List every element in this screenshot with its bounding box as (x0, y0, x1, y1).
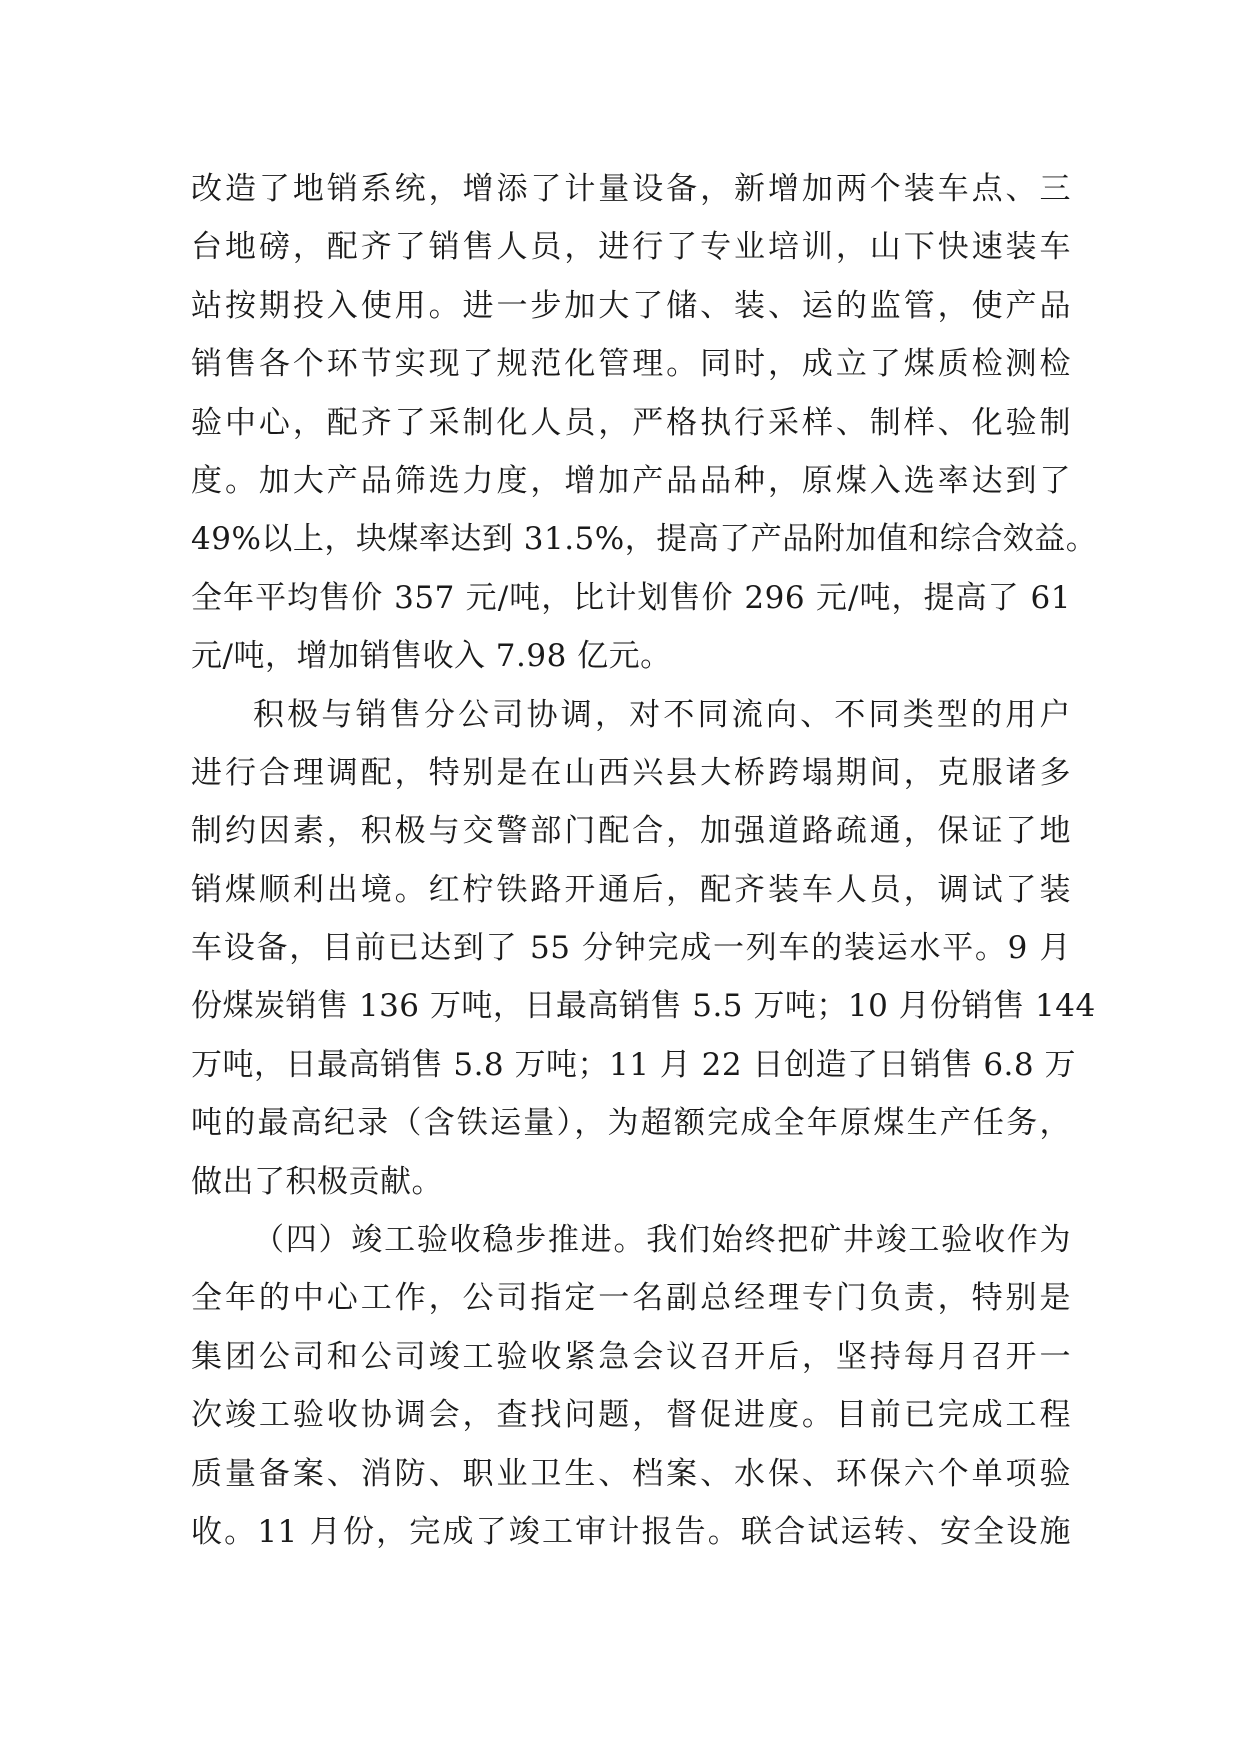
text-line: 销煤顺利出境。红柠铁路开通后，配齐装车人员，调试了装 (191, 871, 1071, 908)
text-line: 改造了地销系统，增添了计量设备，新增加两个装车点、三 (191, 171, 1071, 207)
text-line: 全年平均售价 357 元/吨，比计划售价 296 元/吨，提高了 61 (191, 579, 1071, 616)
text-line: 全年的中心工作，公司指定一名副总经理专门负责，特别是 (191, 1280, 1071, 1317)
text-line: （四）竣工验收稳步推进。我们始终把矿井竣工验收作为 (253, 1222, 1071, 1259)
text-line: 度。加大产品筛选力度，增加产品品种，原煤入选率达到了 (191, 462, 1071, 499)
text-line: 份煤炭销售 136 万吨，日最高销售 5.5 万吨；10 月份销售 144 (191, 988, 1096, 1025)
text-line: 制约因素，积极与交警部门配合，加强道路疏通，保证了地 (191, 813, 1071, 850)
text-line: 销售各个环节实现了规范化管理。同时，成立了煤质检测检 (191, 346, 1071, 383)
text-line: 收。11 月份，完成了竣工审计报告。联合试运转、安全设施 (191, 1513, 1071, 1550)
text-line: 次竣工验收协调会，查找问题，督促进度。目前已完成工程 (191, 1397, 1071, 1434)
text-line: 验中心，配齐了采制化人员，严格执行采样、制样、化验制 (191, 404, 1071, 441)
text-line: 质量备案、消防、职业卫生、档案、水保、环保六个单项验 (191, 1455, 1071, 1492)
text-line: 台地磅，配齐了销售人员，进行了专业培训，山下快速装车 (191, 229, 1071, 266)
text-line: 吨的最高纪录（含铁运量），为超额完成全年原煤生产任务， (191, 1105, 1071, 1142)
text-line: 积极与销售分公司协调，对不同流向、不同类型的用户 (253, 696, 1071, 733)
text-line: 万吨，日最高销售 5.8 万吨；11 月 22 日创造了日销售 6.8 万 (191, 1046, 1076, 1083)
text-line: 站按期投入使用。进一步加大了储、装、运的监管，使产品 (191, 287, 1071, 324)
body-text (191, 160, 1098, 1561)
text-line: 车设备，目前已达到了 55 分钟完成一列车的装运水平。9 月 (191, 930, 1071, 967)
text-line: 元/吨，增加销售收入 7.98 亿元。 (191, 638, 672, 675)
text-line: 进行合理调配，特别是在山西兴县大桥跨塌期间，克服诸多 (191, 754, 1071, 791)
text-line: 49%以上，块煤率达到 31.5%，提高了产品附加值和综合效益。 (191, 521, 1098, 558)
text-line: 做出了积极贡献。 (191, 1163, 443, 1200)
text-line: 集团公司和公司竣工验收紧急会议召开后，坚持每月召开一 (191, 1338, 1071, 1375)
